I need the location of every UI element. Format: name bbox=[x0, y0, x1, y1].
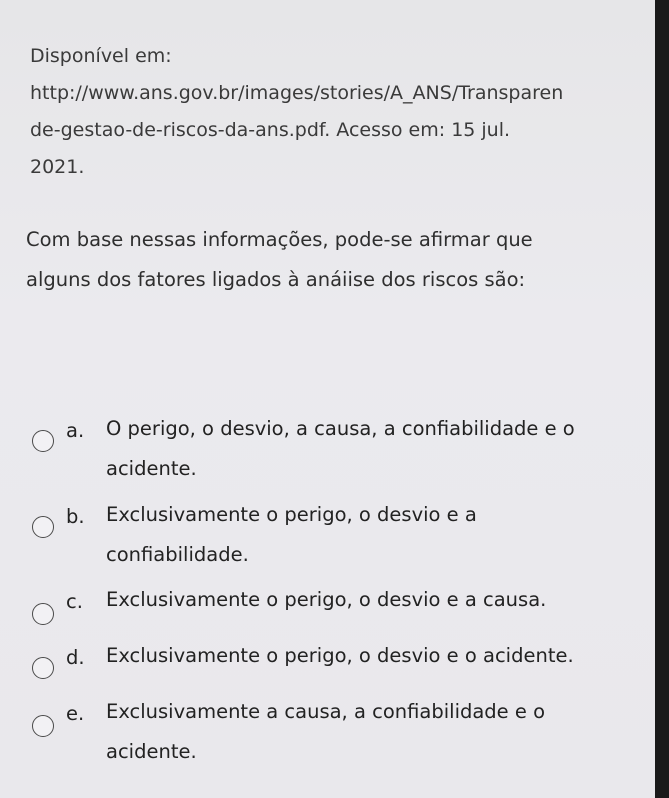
radio-button[interactable] bbox=[32, 715, 54, 737]
option-line: Exclusivamente a causa, a confiabilidade e o bbox=[106, 700, 546, 723]
option-line: Exclusivamente o perigo, o desvio e a bbox=[106, 503, 477, 526]
option-c[interactable] bbox=[0, 586, 655, 626]
option-letter: d. bbox=[66, 646, 85, 669]
source-line: 2021. bbox=[30, 156, 85, 178]
option-label bbox=[106, 409, 651, 489]
option-letter: b. bbox=[66, 505, 85, 528]
source-url-line: http://www.ans.gov.br/images/stories/A_ANS/Transparen bbox=[30, 82, 564, 104]
option-label bbox=[106, 636, 651, 676]
option-letter: a. bbox=[66, 419, 85, 442]
radio-button[interactable] bbox=[32, 657, 54, 679]
option-a[interactable] bbox=[0, 409, 655, 489]
option-line: confiabilidade. bbox=[106, 543, 249, 566]
option-label bbox=[106, 692, 651, 772]
radio-button[interactable] bbox=[32, 516, 54, 538]
option-line: Exclusivamente o perigo, o desvio e a causa. bbox=[106, 588, 547, 611]
option-b[interactable] bbox=[0, 497, 655, 577]
option-line: O perigo, o desvio, a causa, a confiabilidade e o bbox=[106, 417, 575, 440]
option-e[interactable] bbox=[0, 700, 655, 780]
radio-button[interactable] bbox=[32, 430, 54, 452]
option-d[interactable] bbox=[0, 642, 655, 682]
option-line: acidente. bbox=[106, 740, 197, 763]
source-line: de-gestao-de-riscos-da-ans.pdf. Acesso em: 15 jul. bbox=[30, 119, 511, 141]
radio-button[interactable] bbox=[32, 603, 54, 625]
question-text bbox=[26, 220, 646, 300]
option-letter: e. bbox=[66, 702, 85, 725]
option-letter: c. bbox=[66, 590, 83, 613]
question-line: alguns dos fatores ligados à anáiise dos riscos são: bbox=[26, 268, 526, 291]
option-line: acidente. bbox=[106, 457, 197, 480]
option-label bbox=[106, 580, 651, 620]
source-reference bbox=[30, 38, 655, 186]
option-line: Exclusivamente o perigo, o desvio e o acidente. bbox=[106, 644, 574, 667]
question-line: Com base nessas informações, pode-se afirmar que bbox=[26, 228, 533, 251]
source-line: Disponível em: bbox=[30, 45, 172, 67]
option-label bbox=[106, 495, 651, 575]
